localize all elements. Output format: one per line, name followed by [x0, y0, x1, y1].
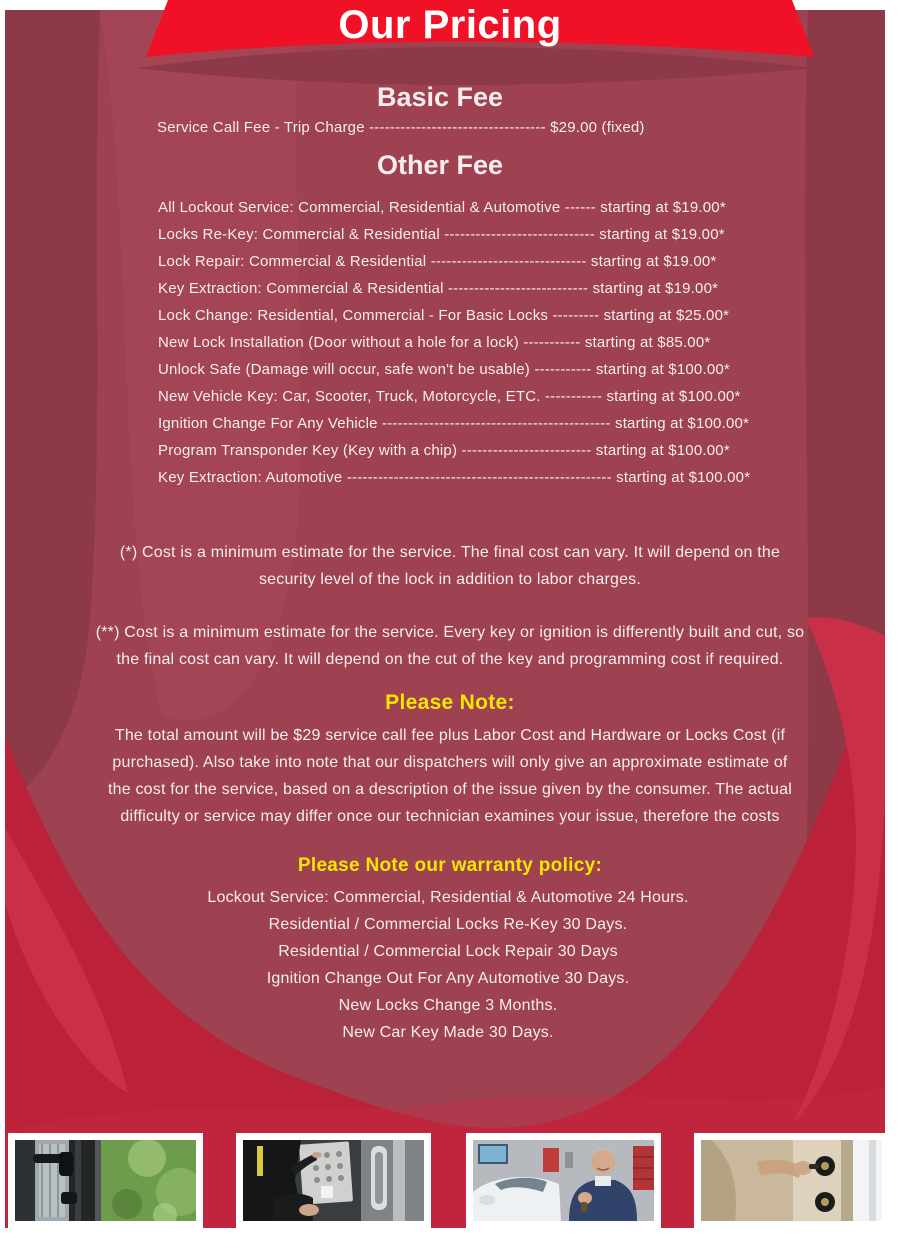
- fee-item: Unlock Safe (Damage will occur, safe won't be usable) ----------- starting at $100.00*: [158, 361, 730, 378]
- photo-door-handle: [8, 1133, 203, 1228]
- other-fee-list: [158, 194, 750, 491]
- double-star-note: (**) Cost is a minimum estimate for the service. Every key or ignition is differently built and cut, so the final cost can vary. It will depend on the cut of the key and programming cost if required.: [95, 624, 805, 668]
- star-note: (*) Cost is a minimum estimate for the service. The final cost can vary. It will depend on the security level of the lock in addition to labor charges.: [119, 544, 781, 588]
- warranty-list: [0, 884, 896, 1046]
- warranty-line: Ignition Change Out For Any Automotive 30 Days.: [266, 970, 630, 987]
- keypad-entry-image: [243, 1140, 424, 1221]
- fee-item: All Lockout Service: Commercial, Residential & Automotive ------ starting at $19.00*: [158, 199, 726, 216]
- basic-fee-line: Service Call Fee - Trip Charge ---------------------------------- $29.00 (fixed): [157, 119, 645, 136]
- fee-item: New Lock Installation (Door without a hole for a lock) ----------- starting at $85.00*: [158, 334, 711, 351]
- fee-item: Key Extraction: Commercial & Residential --------------------------- starting at $19.00*: [158, 280, 719, 297]
- door-lock-repair-image: [701, 1140, 882, 1221]
- please-note-heading: Please Note:: [385, 691, 515, 714]
- page-title: Our Pricing: [338, 3, 562, 47]
- photo-auto-locksmith: [466, 1133, 661, 1228]
- fee-item: Lock Repair: Commercial & Residential ------------------------------ starting at $19.00*: [158, 253, 717, 270]
- fee-item: Program Transponder Key (Key with a chip) ------------------------- starting at $100.00*: [158, 442, 730, 459]
- warranty-line: New Locks Change 3 Months.: [338, 997, 558, 1014]
- fee-item: Lock Change: Residential, Commercial - For Basic Locks --------- starting at $25.00*: [158, 307, 730, 324]
- photo-keypad-entry: [236, 1133, 431, 1228]
- fee-item: Key Extraction: Automotive --------------------------------------------------- starting at $100.00*: [158, 469, 751, 486]
- auto-locksmith-image: [473, 1140, 654, 1221]
- photo-door-lock-repair: [694, 1133, 888, 1228]
- basic-fee-heading: Basic Fee: [376, 82, 504, 112]
- other-fee-heading: Other Fee: [376, 150, 504, 180]
- fee-item: Ignition Change For Any Vehicle -------------------------------------------- starting at $100.00*: [158, 415, 750, 432]
- warranty-heading: Please Note our warranty policy:: [297, 855, 603, 876]
- fee-item: Locks Re-Key: Commercial & Residential ----------------------------- starting at $19.00*: [158, 226, 725, 243]
- door-handle-image: [15, 1140, 196, 1221]
- please-note-body: The total amount will be $29 service call fee plus Labor Cost and Hardware or Locks Cost (if purchased). Also take into note that our dispatchers will only give an approximate estimate of the cost for the service, based on a description of the issue given by the consumer. The actual difficulty or service may differ once our technician examines your issue, therefore the costs: [108, 727, 792, 825]
- warranty-line: Residential / Commercial Locks Re-Key 30 Days.: [268, 916, 628, 933]
- fee-item: New Vehicle Key: Car, Scooter, Truck, Motorcycle, ETC. ----------- starting at $100.00*: [158, 388, 741, 405]
- warranty-line: Residential / Commercial Lock Repair 30 Days: [278, 943, 618, 960]
- warranty-line: Lockout Service: Commercial, Residential & Automotive 24 Hours.: [207, 889, 689, 906]
- warranty-line: New Car Key Made 30 Days.: [342, 1024, 554, 1041]
